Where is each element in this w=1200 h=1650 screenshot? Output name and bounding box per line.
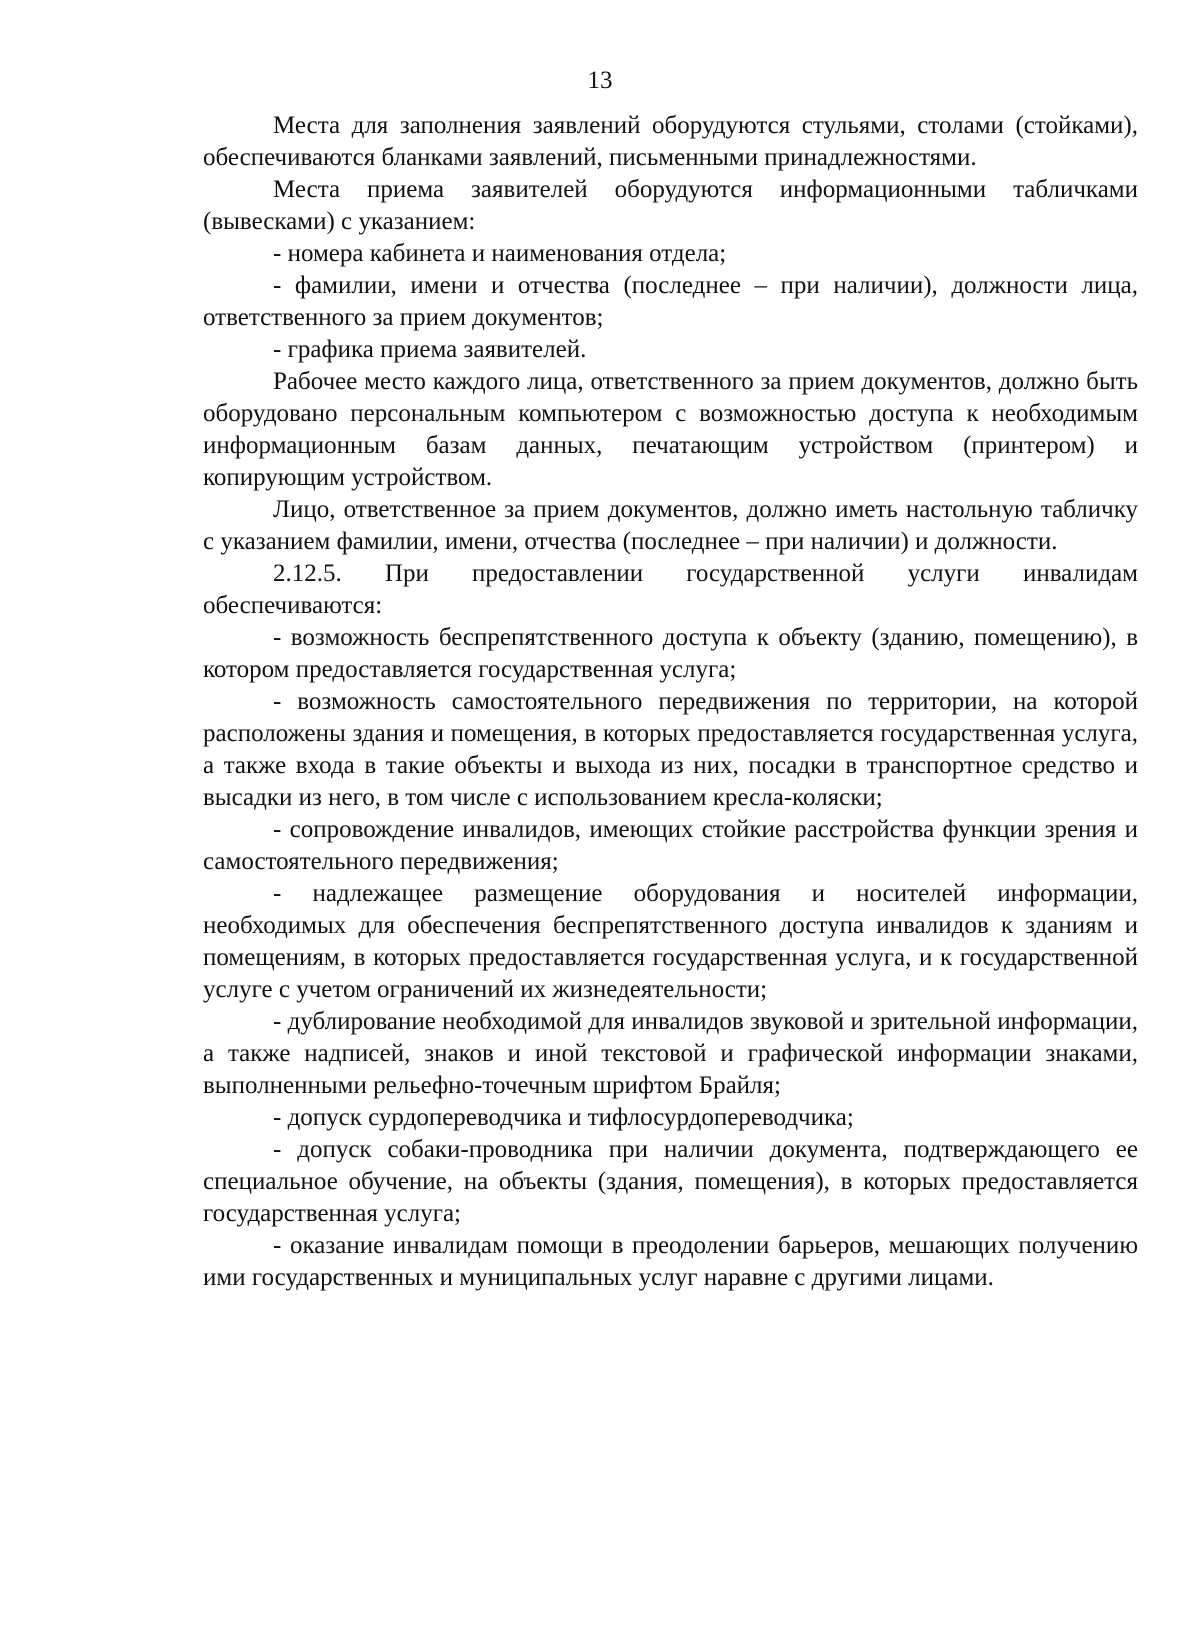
list-item-unobstructed-access: - возможность беспрепятственного доступа к объекту (зданию, помещению), в котором предоставляется государственная услуга; (203, 624, 1138, 683)
list-item-independent-movement: - возможность самостоятельного передвижения по территории, на которой расположены здания и помещения, в которых предоставляется государственная услуга, а также входа в такие объекты и выхода из них, посадки в транспортное средство и высадки из него, в том числе с использованием кресла-коляски; (203, 688, 1138, 811)
document-body (203, 110, 1138, 1294)
list-item-accompaniment: - сопровождение инвалидов, имеющих стойкие расстройства функции зрения и самостоятельного передвижения; (203, 816, 1138, 875)
list-item-schedule: - графика приема заявителей. (273, 336, 587, 363)
list-item-sign-interpreter: - допуск сурдопереводчика и тифлосурдопереводчика; (273, 1104, 854, 1131)
paragraph-section-2-12-5: 2.12.5. При предоставлении государственной услуги инвалидам обеспечиваются: (203, 560, 1138, 619)
list-item-responsible-person: - фамилии, имени и отчества (последнее – при наличии), должности лица, ответственного за прием документов; (203, 272, 1138, 331)
page-number: 13 (587, 67, 613, 94)
paragraph-reception-places: Места приема заявителей оборудуются информационными табличками (вывесками) с указанием: (203, 176, 1138, 235)
paragraph-desk-sign: Лицо, ответственное за прием документов, должно иметь настольную табличку с указанием фамилии, имени, отчества (последнее – при наличии) и должности. (203, 496, 1138, 555)
paragraph-workplace: Рабочее место каждого лица, ответственного за прием документов, должно быть оборудовано персональным компьютером с возможностью доступа к необходимым информационным базам данных, печатающим устройством (принтером) и копирующим устройством. (203, 368, 1138, 491)
list-item-guide-dog: - допуск собаки-проводника при наличии документа, подтверждающего ее специальное обучение, на объекты (здания, помещения), в которых предоставляется государственная услуга; (203, 1136, 1138, 1227)
list-item-equipment-placement: - надлежащее размещение оборудования и носителей информации, необходимых для обеспечения беспрепятственного доступа инвалидов к зданиям и помещениям, в которых предоставляется государственная услуга, и к государственной услуге с учетом ограничений их жизнедеятельности; (203, 880, 1138, 1003)
list-item-information-duplication: - дублирование необходимой для инвалидов звуковой и зрительной информации, а также надписей, знаков и иной текстовой и графической информации знаками, выполненными рельефно-точечным шрифтом Брайля; (203, 1008, 1138, 1099)
list-item-office-number: - номера кабинета и наименования отдела; (273, 240, 727, 267)
paragraph-filling-places: Места для заполнения заявлений оборудуются стульями, столами (стойками), обеспечиваются бланками заявлений, письменными принадлежностями. (203, 112, 1138, 171)
list-item-barrier-assistance: - оказание инвалидам помощи в преодолении барьеров, мешающих получению ими государственных и муниципальных услуг наравне с другими лицами. (203, 1232, 1138, 1291)
